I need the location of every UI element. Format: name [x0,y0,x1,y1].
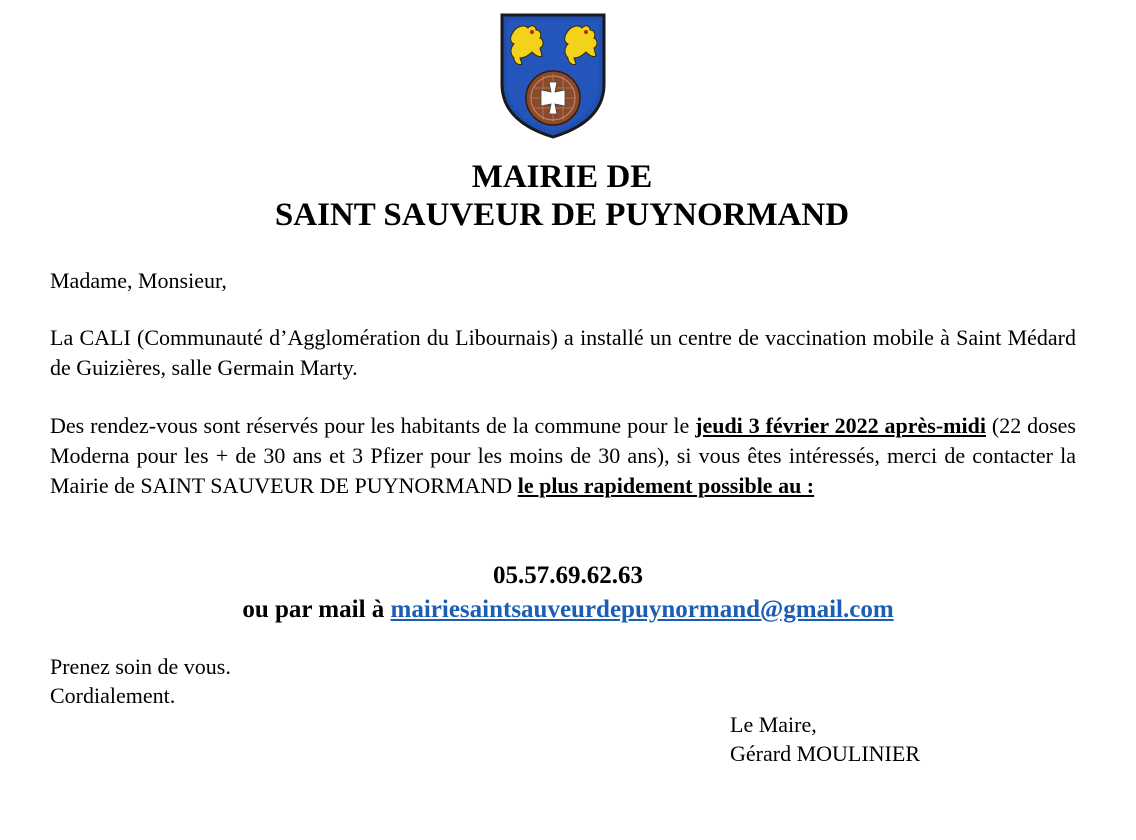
coat-of-arms-icon [498,12,608,140]
appointments-details: (22 doses Moderna pour les + de 30 ans et 3 Pfizer pour les moins de 30 ans), si vous êtes intéressés, merci de contacter la Mairie de SAINT SAUVEUR DE PUYNORMAND [50,413,1076,498]
signature-name: Gérard MOULINIER [730,741,920,766]
paragraph-appointments [50,411,1076,501]
signature-title: Le Maire, [730,712,817,737]
email-link[interactable]: mairiesaintsauveurdepuynormand@gmail.com [390,596,894,623]
salutation: Madame, Monsieur, [50,268,227,293]
phone-number: 05.57.69.62.63 [493,562,643,589]
page-title-line1: MAIRIE DE [471,159,653,195]
email-line [0,594,1136,626]
page-title-line2: SAINT SAUVEUR DE PUYNORMAND [274,197,850,233]
paragraph-vaccination-center: La CALI (Communauté d’Agglomération du Libournais) a installé un centre de vaccination mobile à Saint Médard de Guizières, salle Germain Marty. [50,325,1076,380]
closing-take-care: Prenez soin de vous. [50,654,231,679]
contact-urgency: le plus rapidement possible au : [517,473,815,498]
appointment-date: jeudi 3 février 2022 après-midi [695,413,986,438]
closing-regards: Cordialement. [50,683,176,708]
email-prefix: ou par mail à [242,596,391,623]
appointments-intro: Des rendez-vous sont réservés pour les habitants de la commune pour le [50,413,696,438]
